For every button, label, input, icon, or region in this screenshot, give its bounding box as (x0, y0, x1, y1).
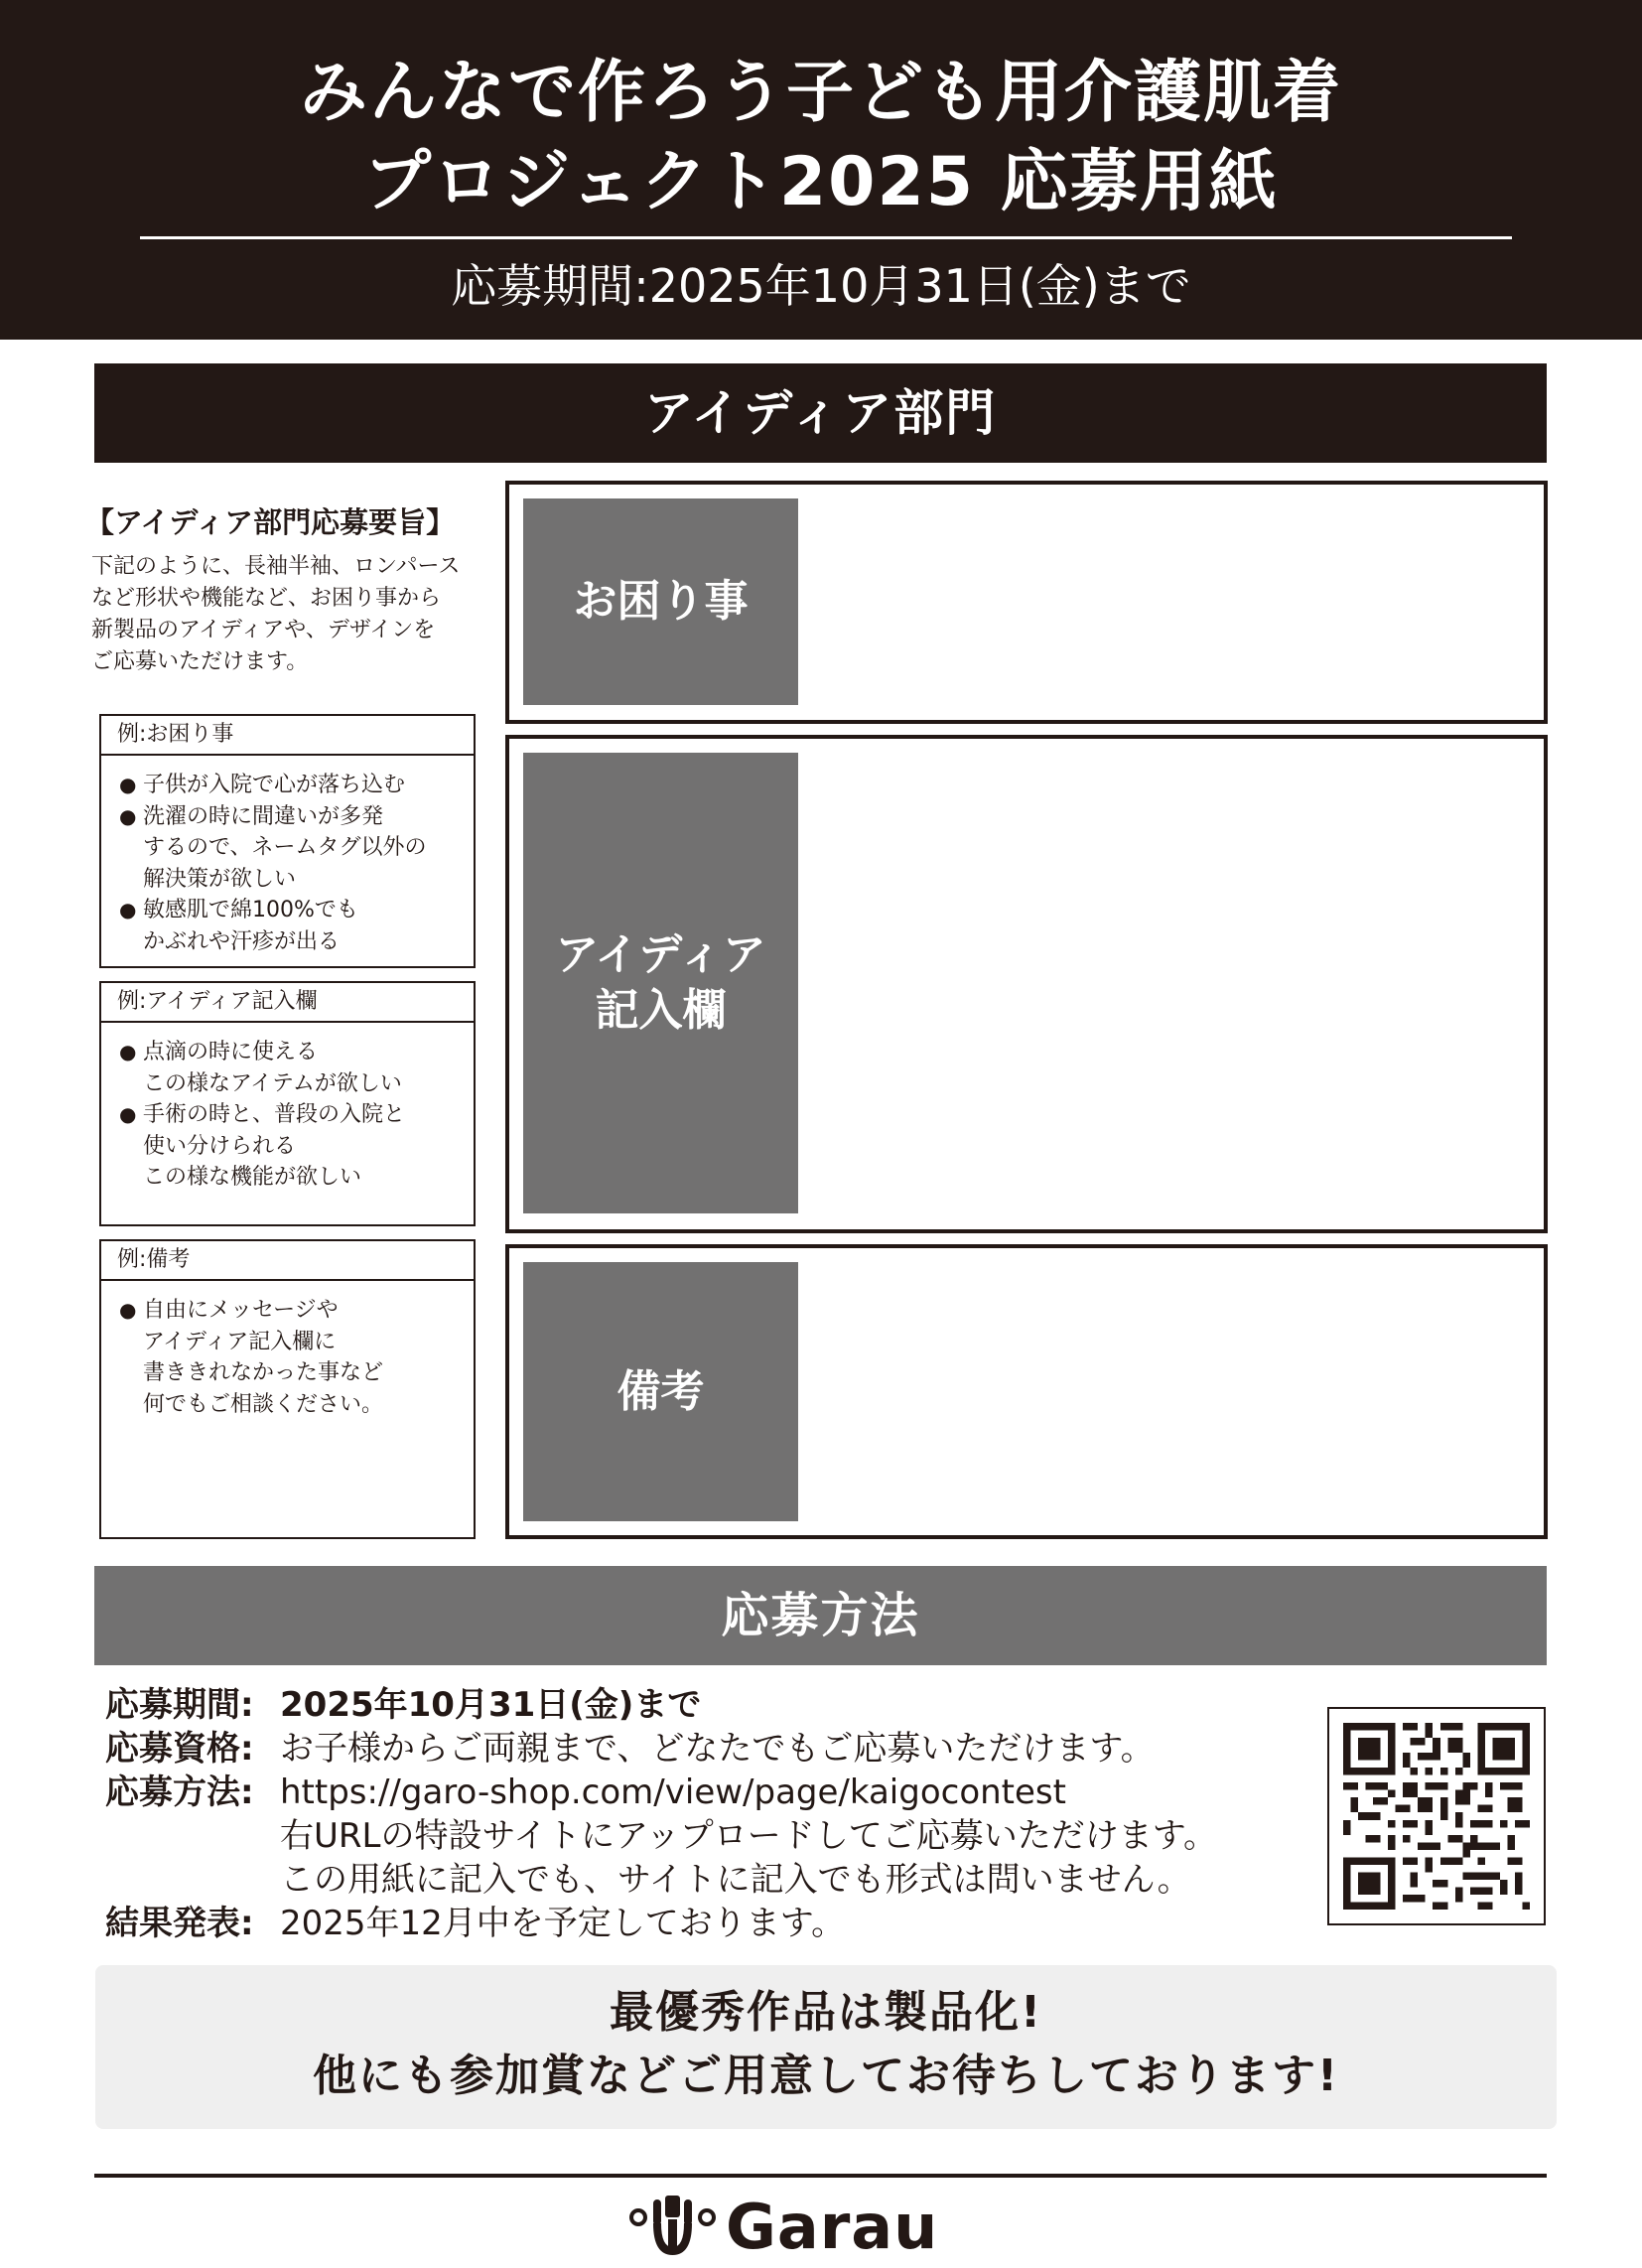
qr-code-graphic (1343, 1723, 1530, 1910)
example-idea-box (99, 981, 476, 1226)
example-item (119, 1295, 474, 1420)
example-notes-title: 例:備考 (101, 1241, 474, 1281)
example-trouble-body (101, 756, 474, 957)
bullet-icon: ● (119, 1040, 137, 1063)
example-line: するので、ネームタグ以外の (143, 835, 427, 860)
idea-field-label (523, 753, 798, 1213)
idea-section-heading: アイディア部門 (94, 363, 1547, 463)
example-item (119, 1037, 474, 1099)
prize-notice (95, 1965, 1557, 2129)
garau-logo-icon (625, 2194, 720, 2261)
bullet-icon: ● (119, 1102, 137, 1126)
trouble-field-label: お困り事 (523, 498, 798, 705)
example-item (119, 1099, 474, 1194)
example-idea-body (101, 1023, 474, 1194)
info-row-eligibility (105, 1727, 1297, 1771)
example-notes-body (101, 1281, 474, 1420)
example-line: 使い分けられる (143, 1133, 297, 1159)
info-row-period (105, 1683, 1297, 1727)
example-line: 敏感肌で綿100%でも (143, 898, 358, 922)
header-banner (0, 0, 1642, 340)
idea-entry-field[interactable] (505, 735, 1548, 1233)
header-divider (140, 236, 1512, 239)
idea-gist (85, 501, 482, 678)
example-line: アイディア記入欄に (143, 1329, 337, 1354)
example-line: 解決策が欲しい (143, 866, 297, 892)
prize-line1: 最優秀作品は製品化! (609, 1987, 1043, 2038)
example-line: 点滴の時に使える (143, 1040, 319, 1064)
example-line: かぶれや汗疹が出る (143, 928, 341, 954)
eligibility-key: 応募資格: (105, 1729, 254, 1769)
method-key: 応募方法: (105, 1772, 254, 1812)
header-deadline: 応募期間:2025年10月31日(金)まで (451, 259, 1191, 313)
eligibility-value: お子様からご両親まで、どなたでもご応募いただけます。 (280, 1729, 1155, 1769)
gist-text (85, 551, 482, 678)
result-value: 2025年12月中を予定しております。 (280, 1904, 846, 1943)
example-item (119, 770, 474, 801)
idea-field-label-line2: 記入欄 (595, 985, 727, 1036)
bullet-icon: ● (119, 898, 137, 921)
garau-logo-text: Garau (726, 2191, 939, 2263)
prize-line2: 他にも参加賞などご用意してお待ちしております! (312, 2051, 1340, 2101)
example-line: 手術の時と、普段の入院と (143, 1102, 406, 1127)
gist-line: など形状や機能など、お困り事から (91, 586, 442, 611)
footer-divider (94, 2174, 1547, 2178)
period-value: 2025年10月31日(金)まで (280, 1685, 702, 1725)
example-line: 洗濯の時に間違いが多発 (143, 803, 384, 829)
example-line: この様な機能が欲しい (143, 1165, 362, 1190)
example-notes-box (99, 1239, 476, 1539)
page-title-line1: みんなで作ろう子ども用介護肌着 (299, 54, 1342, 132)
info-row-method (105, 1771, 1297, 1814)
example-idea-title: 例:アイディア記入欄 (101, 983, 474, 1023)
gist-line: 下記のように、長袖半袖、ロンパース (91, 554, 461, 579)
example-line: 書ききれなかった事など (143, 1360, 384, 1385)
gist-line: 新製品のアイディアや、デザインを (91, 618, 436, 642)
qr-code-icon[interactable] (1327, 1707, 1546, 1925)
example-item (119, 801, 474, 896)
method-note-line3: この用紙に記入でも、サイトに記入でも形式は問いません。 (280, 1860, 1191, 1900)
notes-field-label: 備考 (523, 1262, 798, 1521)
result-key: 結果発表: (105, 1904, 254, 1943)
idea-field-label-line1: アイディア (555, 929, 766, 980)
trouble-entry-field[interactable] (505, 481, 1548, 724)
method-url-link[interactable]: https://garo-shop.com/view/page/kaigocontest (280, 1772, 1066, 1812)
application-info (105, 1683, 1297, 1945)
gist-title: 【アイディア部門応募要旨】 (85, 505, 456, 539)
notes-entry-field[interactable] (505, 1244, 1548, 1539)
example-trouble-title: 例:お困り事 (101, 716, 474, 756)
gist-line: ご応募いただけます。 (91, 649, 309, 674)
page-title-line2: プロジェクト2025 応募用紙 (363, 143, 1279, 221)
bullet-icon: ● (119, 1298, 137, 1322)
method-note-line2: 右URLの特設サイトにアップロードしてご応募いただけます。 (280, 1816, 1217, 1856)
period-key: 応募期間: (105, 1685, 254, 1725)
example-line: 自由にメッセージや (143, 1298, 339, 1323)
bullet-icon: ● (119, 773, 137, 796)
example-trouble-box (99, 714, 476, 968)
bullet-icon: ● (119, 803, 137, 828)
example-item (119, 895, 474, 957)
info-row-result (105, 1902, 1297, 1945)
garau-logo (625, 2193, 963, 2262)
method-section-heading: 応募方法 (94, 1566, 1547, 1665)
example-line: 何でもご相談ください。 (143, 1391, 384, 1417)
example-line: この様なアイテムが欲しい (143, 1070, 402, 1096)
example-line: 子供が入院で心が落ち込む (143, 773, 406, 797)
